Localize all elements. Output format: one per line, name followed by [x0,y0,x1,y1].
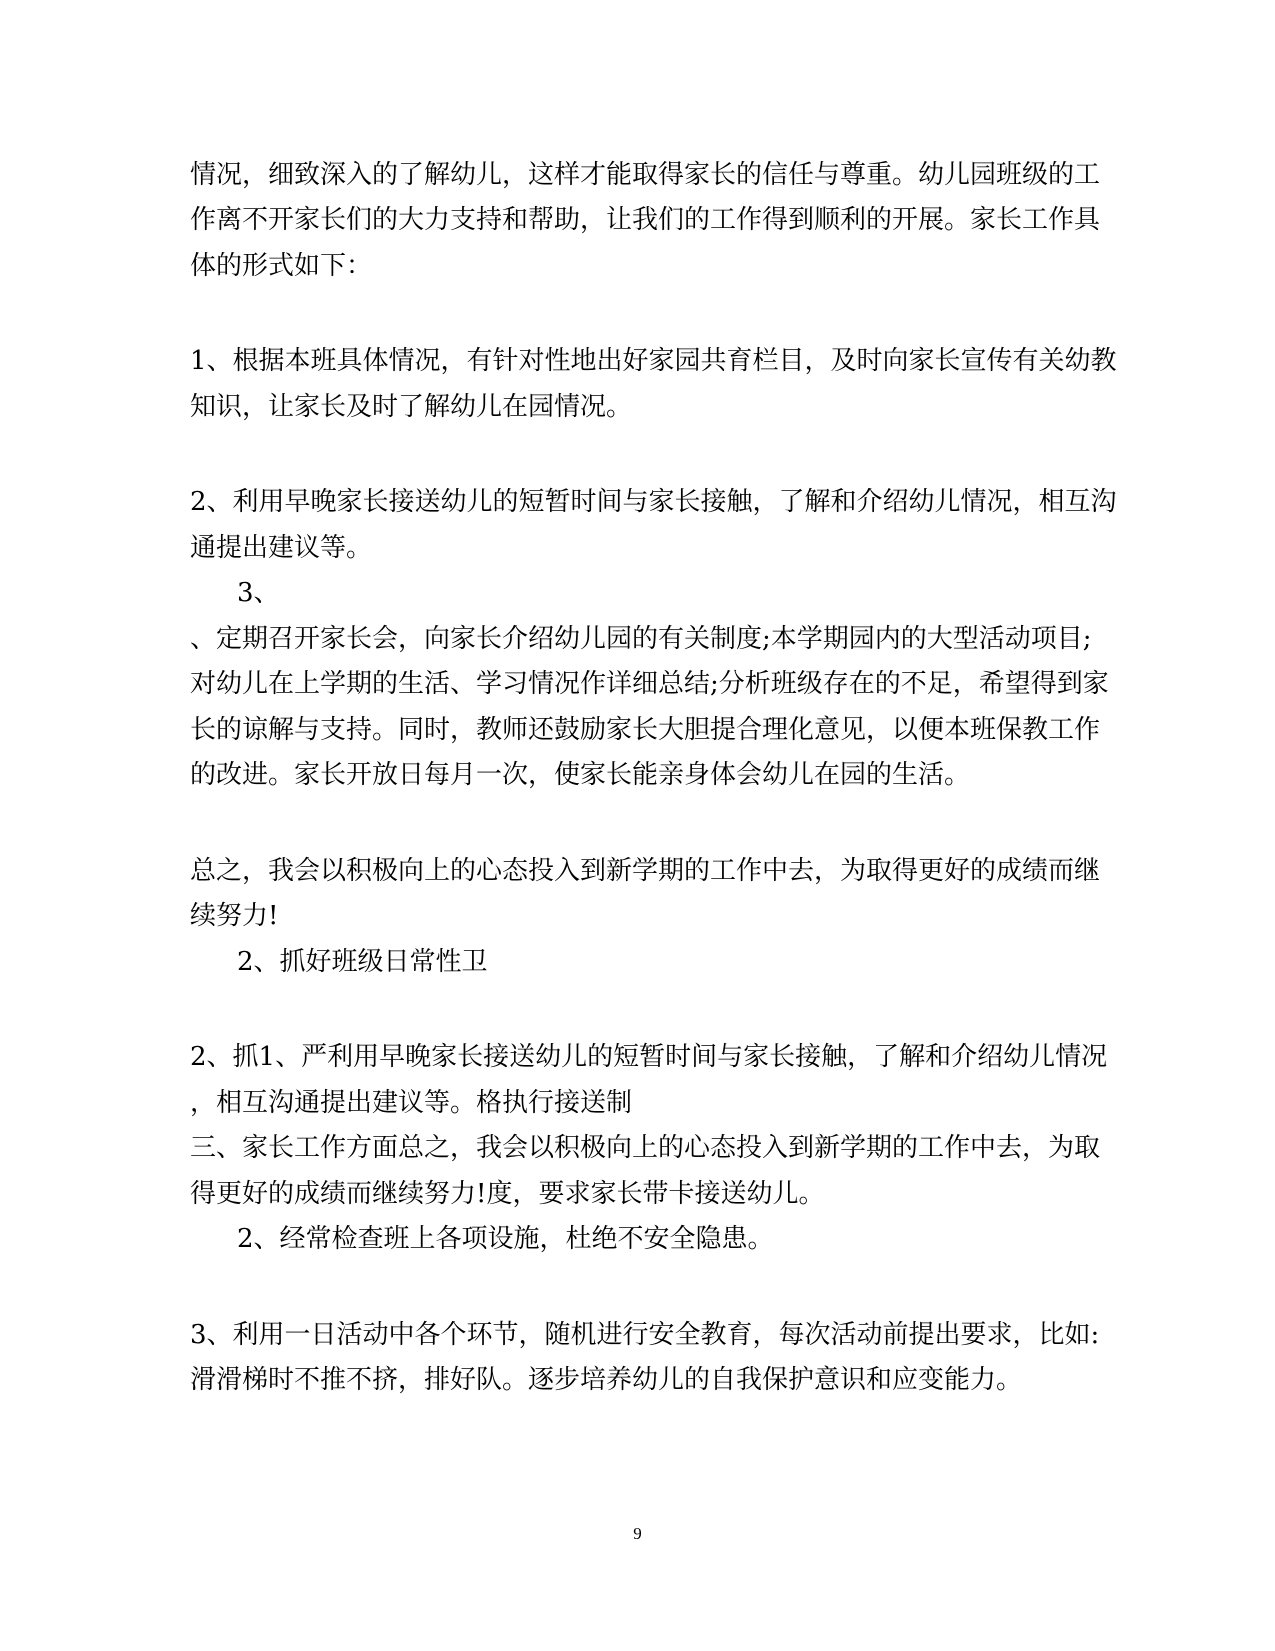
text-line: 3、利用一日活动中各个环节，随机进行安全教育，每次活动前提出要求，比如: [190,1320,1100,1350]
text-line: 知识，让家长及时了解幼儿在园情况。 [190,392,633,422]
text-line: 续努力! [190,901,279,931]
text-line: 1、根据本班具体情况，有针对性地出好家园共育栏目，及时向家长宣传有关幼教 [190,346,1117,376]
text-line: 情况，细致深入的了解幼儿，这样才能取得家长的信任与尊重。幼儿园班级的工 [190,160,1101,190]
text-line: 得更好的成绩而继续努力!度，要求家长带卡接送幼儿。 [190,1179,825,1209]
text-line: 滑滑梯时不推不挤，排好队。逐步培养幼儿的自我保护意识和应变能力。 [190,1365,1023,1395]
text-line: 通提出建议等。 [190,533,373,563]
text-line: 2、利用早晚家长接送幼儿的短暂时间与家长接触，了解和介绍幼儿情况，相互沟 [190,487,1117,517]
text-line: 、定期召开家长会，向家长介绍幼儿园的有关制度;本学期园内的大型活动项目; [190,624,1092,654]
text-line: 作离不开家长们的大力支持和帮助，让我们的工作得到顺利的开展。家长工作具 [190,205,1101,235]
page-number: 9 [633,1524,642,1543]
text-line: 对幼儿在上学期的生活、学习情况作详细总结;分析班级存在的不足，希望得到家 [190,669,1109,699]
text-line: 3、 [237,578,280,608]
text-line: 2、抓1、严利用早晚家长接送幼儿的短暂时间与家长接触，了解和介绍幼儿情况 [190,1042,1108,1072]
text-line: 长的谅解与支持。同时，教师还鼓励家长大胆提合理化意见，以便本班保教工作 [190,715,1101,745]
text-line: 三、家长工作方面总之，我会以积极向上的心态投入到新学期的工作中去，为取 [190,1133,1101,1163]
text-line: 2、抓好班级日常性卫 [237,947,488,977]
text-line: 2、经常检查班上各项设施，杜绝不安全隐患。 [237,1224,774,1254]
text-line: ，相互沟通提出建议等。格执行接送制 [190,1088,633,1118]
text-line: 总之，我会以积极向上的心态投入到新学期的工作中去，为取得更好的成绩而继 [190,856,1101,886]
text-line: 的改进。家长开放日每月一次，使家长能亲身体会幼儿在园的生活。 [190,760,971,790]
text-line: 体的形式如下： [190,251,373,281]
